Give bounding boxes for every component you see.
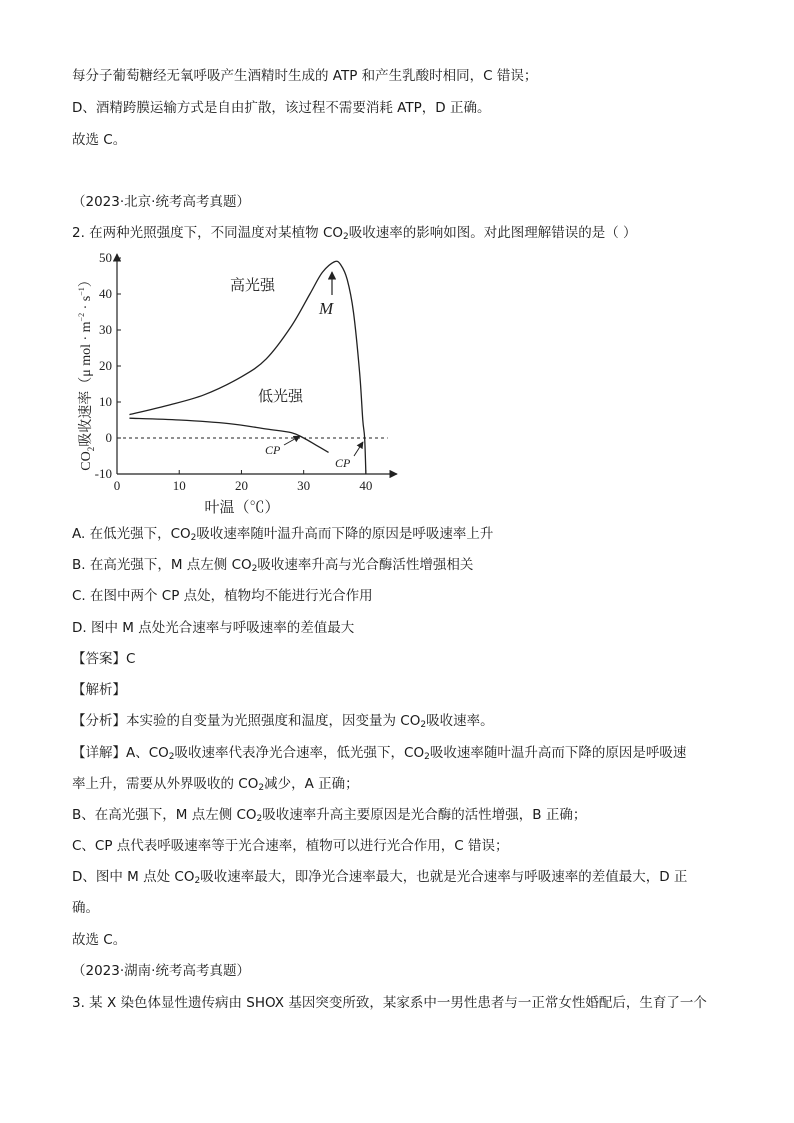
answer: 【答案】C [72,651,136,667]
analysis-detail: 确。 [72,900,99,916]
annotation-high-light: 高光强 [230,278,276,294]
option-d: D. 图中 M 点处光合速率与呼吸速率的差值最大 [72,620,355,636]
x-tick-label: 30 [297,478,311,493]
annotation-low-light: 低光强 [258,389,304,405]
option-c: C. 在图中两个 CP 点处，植物均不能进行光合作用 [72,588,373,604]
analysis-detail: C、CP 点代表呼吸速率等于光合速率，植物可以进行光合作用，C 错误； [72,838,509,854]
question-source: （2023·湖南·统考高考真题） [72,963,250,979]
x-tick-label: 10 [172,478,186,493]
annotation-cp-high: CP [335,456,351,470]
analysis-label: 【解析】 [72,682,126,698]
analysis-fenxi: 【分析】本实验的自变量为光照强度和温度，因变量为 $CO_2$吸收速率。 [72,713,494,730]
y-axis-label: $CO_2$吸收速率（μ mol · $m^{-2} \cdot s^{-1}$） [77,273,96,471]
conclusion: 故选 C。 [72,932,127,948]
question-stem: 3. 某 X 染色体显性遗传病由 SHOX 基因突变所致，某家系中一男性患者与一正常女性婚配后，生育了一个 [72,995,707,1011]
text-line: 每分子葡萄糖经无氧呼吸产生酒精时生成的 ATP 和产生乳酸时相同，C 错误； [72,68,538,84]
x-tick-label: 40 [359,478,373,493]
y-tick-label: 20 [99,358,112,373]
x-tick-label: 20 [234,478,248,493]
analysis-detail: D、图中 M 点处 $CO_2$吸收速率最大，即净光合速率最大，也就是光合速率与呼吸速率的差值最大，D 正 [72,869,688,886]
text-line: D、酒精跨膜运输方式是自由扩散，该过程不需要消耗 ATP，D 正确。 [72,100,491,116]
analysis-detail: B、在高光强下，M 点左侧 $CO_2$吸收速率升高主要原因是光合酶的活性增强，B 正确； [72,807,587,824]
y-tick-label: 30 [99,322,112,337]
co2-absorption-chart [70,252,410,520]
x-tick-label: 0 [113,478,121,493]
y-tick-label: 40 [99,286,112,301]
arrow-cp-low [284,436,300,445]
y-tick-label: 0 [105,430,112,445]
option-b: B. 在高光强下，M 点左侧 $CO_2$吸收速率升高与光合酶活性增强相关 [72,557,474,574]
y-tick-label: 50 [99,252,112,265]
annotation-m: M [319,299,334,318]
arrow-cp-high [354,442,363,456]
x-axis-label: 叶温（℃） [204,500,280,516]
question-stem: 2. 在两种光照强度下，不同温度对某植物 $CO_2$吸收速率的影响如图。对此图理解错误的是（ ） [72,225,637,242]
series-line-low-light [129,418,328,452]
option-a: A. 在低光强下，$CO_2$吸收速率随叶温升高而下降的原因是呼吸速率上升 [72,526,494,543]
y-tick-label: 10 [99,394,112,409]
y-tick-label: -10 [94,466,112,481]
question-source: （2023·北京·统考高考真题） [72,194,250,210]
analysis-detail: 【详解】A、$CO_2$吸收速率代表净光合速率，低光强下，$CO_2$吸收速率随叶温升高而下降的原因是呼吸速 [72,745,687,762]
analysis-detail: 率上升，需要从外界吸收的 $CO_2$减少，A 正确； [72,776,359,793]
annotation-cp-low: CP [265,443,281,457]
text-line: 故选 C。 [72,132,127,148]
